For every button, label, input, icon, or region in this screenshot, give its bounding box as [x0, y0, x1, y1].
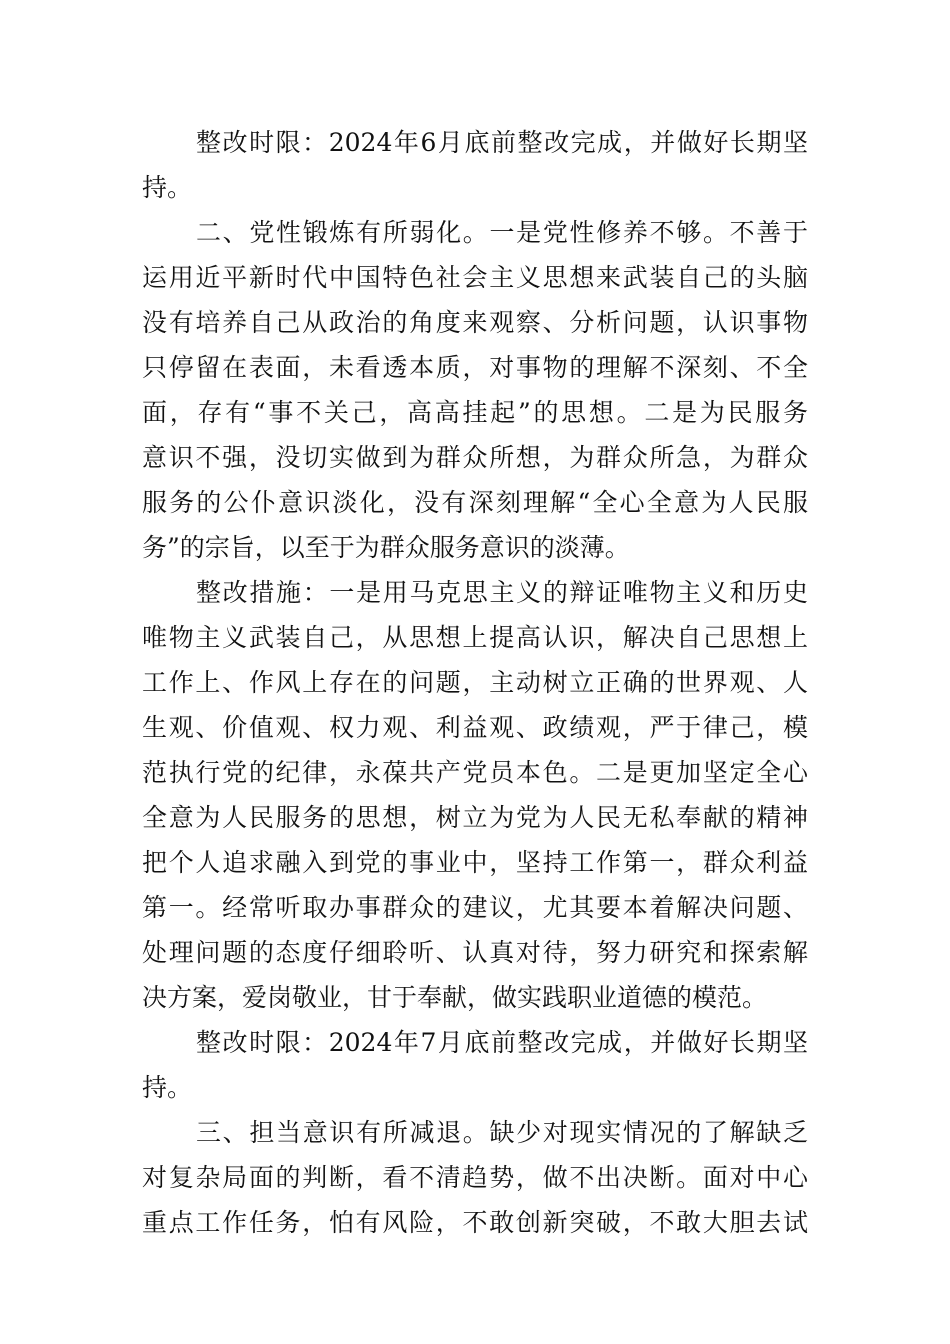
- text-line: 服务的公仆意识淡化，没有深刻理解“全心全意为人民服: [142, 488, 808, 517]
- text-line: 务”的宗旨，以至于为群众服务意识的淡薄。: [142, 533, 630, 562]
- text-line: 面，存有“事不关己，高高挂起”的思想。二是为民服务: [142, 398, 808, 427]
- text-line: 意识不强，没切实做到为群众所想，为群众所急，为群众: [142, 443, 808, 472]
- text-line: 把个人追求融入到党的事业中，坚持工作第一，群众利益: [142, 848, 808, 877]
- text-line: 整改时限：2024年6月底前整改完成，并做好长期坚: [196, 128, 808, 157]
- text-line: 全意为人民服务的思想，树立为党为人民无私奉献的精神: [142, 803, 808, 832]
- text-line: 生观、价值观、权力观、利益观、政绩观，严于律己，模: [142, 713, 808, 742]
- text-line: 只停留在表面，未看透本质，对事物的理解不深刻、不全: [142, 353, 808, 382]
- text-line: 整改措施：一是用马克思主义的辩证唯物主义和历史: [196, 578, 808, 607]
- text-line: 没有培养自己从政治的角度来观察、分析问题，认识事物: [142, 308, 808, 337]
- text-line: 运用近平新时代中国特色社会主义思想来武装自己的头脑: [142, 263, 808, 292]
- text-line: 第一。经常听取办事群众的建议，尤其要本着解决问题、: [142, 893, 808, 922]
- text-line: 持。: [142, 1073, 193, 1102]
- text-line: 重点工作任务，怕有风险，不敢创新突破，不敢大胆去试: [142, 1208, 808, 1237]
- document-body: [142, 120, 808, 1245]
- text-line: 决方案，爱岗敬业，甘于奉献，做实践职业道德的模范。: [142, 983, 768, 1012]
- text-line: 二、党性锻炼有所弱化。一是党性修养不够。不善于: [196, 218, 808, 247]
- text-line: 整改时限：2024年7月底前整改完成，并做好长期坚: [196, 1028, 808, 1057]
- text-line: 持。: [142, 173, 193, 202]
- text-line: 处理问题的态度仔细聆听、认真对待，努力研究和探索解: [142, 938, 808, 967]
- text-line: 三、担当意识有所减退。缺少对现实情况的了解缺乏: [196, 1118, 808, 1147]
- text-line: 对复杂局面的判断，看不清趋势，做不出决断。面对中心: [142, 1163, 808, 1192]
- text-line: 唯物主义武装自己，从思想上提高认识，解决自己思想上: [142, 623, 808, 652]
- text-line: 范执行党的纪律，永葆共产党员本色。二是更加坚定全心: [142, 758, 808, 787]
- text-line: 工作上、作风上存在的问题，主动树立正确的世界观、人: [142, 668, 808, 697]
